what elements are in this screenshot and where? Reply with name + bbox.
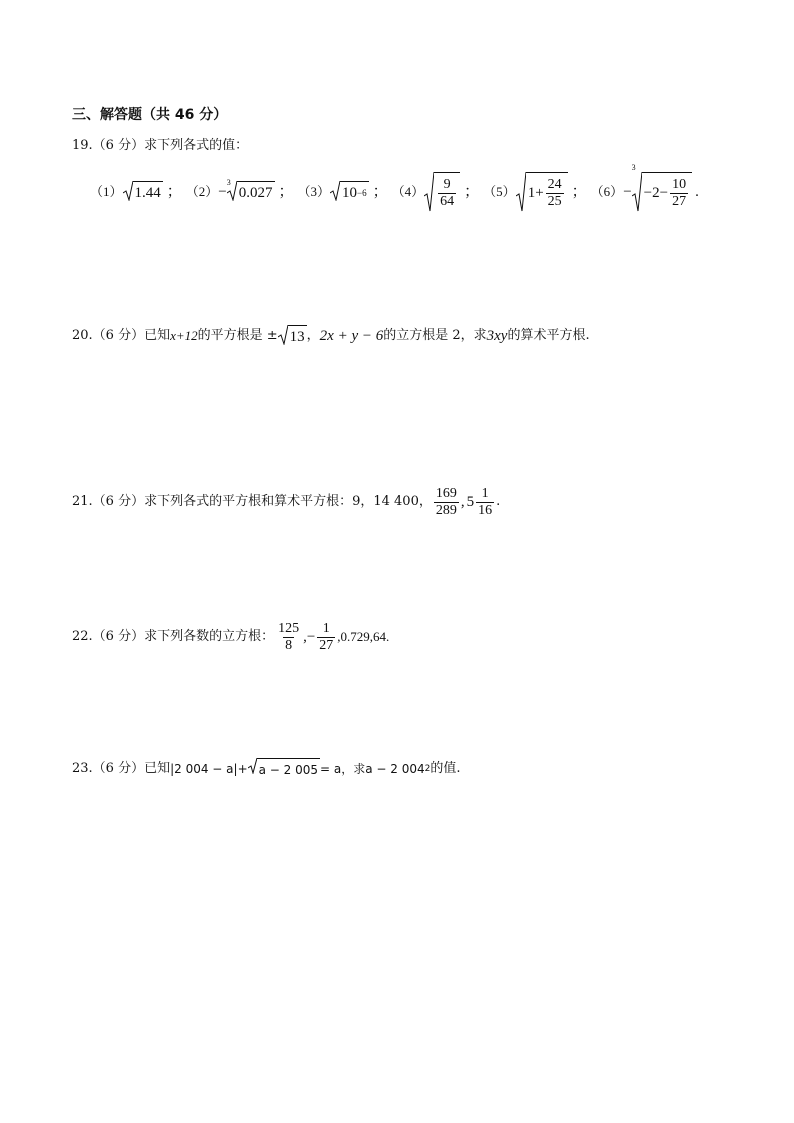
q19-numerator-4: 9 bbox=[443, 176, 451, 192]
q23-plus: + bbox=[237, 762, 248, 776]
q19-fraction-5 bbox=[546, 177, 564, 210]
q20-middle-2: 的立方根是 2，求 bbox=[383, 328, 487, 343]
question-19-label bbox=[72, 136, 248, 156]
q21-fraction bbox=[434, 486, 459, 519]
q19-part1-label: （1） bbox=[90, 184, 123, 199]
q19-cbrt-2 bbox=[226, 178, 275, 203]
q19-addend-5: 1+ bbox=[527, 185, 544, 201]
q22-fraction-1 bbox=[276, 621, 301, 654]
q19-semicolon-1: ； bbox=[166, 184, 182, 200]
q19-value-1: 1.44 bbox=[133, 181, 163, 203]
q23-tail-expression: a − 2 004 bbox=[365, 762, 425, 776]
q19-radicand-5 bbox=[526, 172, 568, 212]
q19-end-period: . bbox=[695, 184, 699, 200]
q20-postfix: 的算术平方根. bbox=[507, 328, 590, 343]
q19-semicolon-4: ； bbox=[464, 184, 480, 200]
q22-separator: ,− bbox=[303, 629, 316, 645]
question-22 bbox=[72, 617, 389, 657]
q22-fraction-2 bbox=[317, 621, 335, 654]
q19-fraction-4 bbox=[438, 177, 456, 210]
q19-denominator-6: 27 bbox=[672, 193, 687, 209]
q19-sign-2: − bbox=[218, 184, 227, 200]
q19-part2-label: （2） bbox=[185, 184, 219, 199]
section-title: 三、解答题（共 46 分） bbox=[72, 107, 228, 123]
q23-end: 的值. bbox=[430, 761, 461, 776]
q22-rest: ,0.729,64. bbox=[337, 629, 390, 644]
q19-index-2: 3 bbox=[226, 178, 231, 187]
q21-mixed-numerator: 1 bbox=[481, 485, 489, 501]
question-19-items bbox=[90, 163, 699, 214]
q20-3xy: 3xy bbox=[486, 328, 508, 344]
radical-sign-icon bbox=[123, 181, 133, 201]
q21-whole: 5 bbox=[466, 494, 475, 510]
q19-denominator-4: 64 bbox=[440, 193, 455, 209]
radical-sign-icon bbox=[278, 325, 288, 345]
q19-semicolon-2: ； bbox=[278, 184, 294, 200]
q19-index-6: 3 bbox=[631, 163, 636, 172]
q20-x-plus-12: x+12 bbox=[170, 328, 198, 343]
q20-expression: 2x + y − 6 bbox=[319, 328, 384, 344]
q19-semicolon-5: ； bbox=[571, 184, 587, 200]
q22-prefix: 22.（6 分）求下列各数的立方根： bbox=[72, 629, 275, 644]
q21-mixed-fraction bbox=[476, 486, 494, 519]
q23-absolute-value: |2 004 − a| bbox=[170, 762, 238, 776]
q22-denominator-1: 8 bbox=[285, 637, 293, 653]
q19-cbrt-6 bbox=[631, 163, 692, 212]
q19-radicand-6 bbox=[642, 172, 692, 212]
question-23 bbox=[72, 758, 461, 780]
q19-denominator-5: 25 bbox=[547, 193, 562, 209]
q19-value-2: 0.027 bbox=[237, 181, 275, 203]
radical-sign-icon bbox=[424, 172, 434, 212]
question-21 bbox=[72, 482, 500, 522]
q19-numerator-5: 24 bbox=[547, 176, 562, 192]
q22-numerator-1: 125 bbox=[278, 620, 300, 636]
radical-sign-icon bbox=[248, 758, 257, 774]
q19-semicolon-3: ； bbox=[372, 184, 388, 200]
q21-numerator: 169 bbox=[435, 485, 457, 501]
q23-prefix: 23.（6 分）已知 bbox=[72, 761, 171, 776]
radical-sign-icon bbox=[330, 181, 340, 201]
q19-sqrt-1 bbox=[123, 181, 163, 203]
q20-sqrt-13 bbox=[278, 325, 307, 347]
q21-mixed-denominator: 16 bbox=[478, 502, 493, 518]
q23-radicand: a − 2 005 bbox=[257, 758, 320, 780]
radical-sign-icon bbox=[516, 172, 526, 212]
q21-comma: , bbox=[460, 494, 465, 510]
q19-sqrt-3 bbox=[330, 181, 369, 203]
q20-prefix: 20.（6 分）已知 bbox=[72, 328, 171, 343]
q22-denominator-2: 27 bbox=[319, 637, 334, 653]
q23-equals: = a，求 bbox=[320, 762, 366, 776]
q20-radicand: 13 bbox=[288, 325, 307, 347]
q19-value-3 bbox=[340, 181, 369, 203]
q19-numerator-6: 10 bbox=[672, 176, 687, 192]
q19-part5-label: （5） bbox=[483, 184, 516, 199]
q21-prefix: 21.（6 分）求下列各式的平方根和算术平方根：9，14 400， bbox=[72, 494, 432, 509]
q19-radicand-4 bbox=[434, 172, 460, 212]
q19-addend-6: −2− bbox=[643, 185, 669, 201]
q19-fraction-6 bbox=[670, 177, 688, 210]
q22-numerator-2: 1 bbox=[322, 620, 330, 636]
q19-label: 19.（6 分）求下列各式的值： bbox=[72, 138, 249, 153]
q19-sign-6: − bbox=[623, 184, 632, 200]
q19-part4-label: （4） bbox=[391, 184, 425, 199]
q23-superscript: 2 bbox=[424, 764, 431, 774]
q19-sqrt-5 bbox=[516, 172, 568, 212]
q23-sqrt bbox=[248, 758, 320, 780]
q21-end: . bbox=[496, 494, 501, 509]
q19-part6-label: （6） bbox=[590, 184, 624, 199]
q19-base-3: 10 bbox=[342, 185, 358, 201]
q19-part3-label: （3） bbox=[297, 184, 331, 199]
q19-sqrt-4 bbox=[424, 172, 460, 212]
question-20 bbox=[72, 325, 590, 347]
q21-denominator: 289 bbox=[435, 502, 457, 518]
q20-comma: ， bbox=[306, 328, 320, 343]
q20-middle-1: 的平方根是 ± bbox=[197, 328, 278, 343]
q19-exponent-3: −6 bbox=[357, 188, 367, 198]
